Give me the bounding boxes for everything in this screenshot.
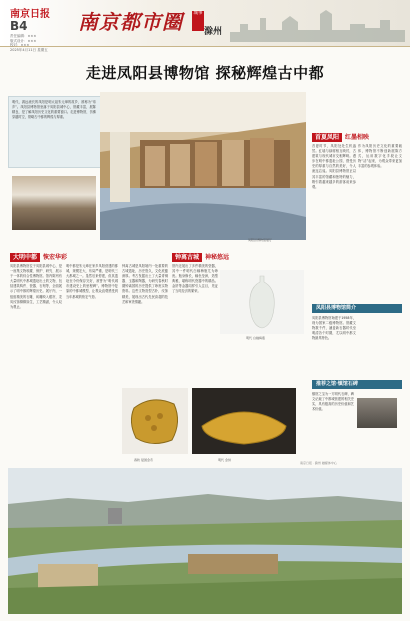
- text-column-c1: 凤阳县博物馆位于凤阳县城中心，是一座集文物收藏、保护、研究、展示于一体的综合性博物馆。馆内陈列有大量明代中都城遗址出土的文物，包括建筑构件、瓷器、石刻等，全面展示了明中都的辉煌历史。展厅内，一组组精美的石雕、砖雕映入眼帘，龙凤纹饰栩栩如生，工艺精湛，令人叹为观止。: [10, 264, 62, 309]
- footer-note: 南京日报 · 滁州 融媒体中心: [300, 461, 337, 465]
- zhongdu-park-aerial-photo: [8, 468, 402, 614]
- vase-caption: 明代 白釉梅瓶: [246, 336, 265, 340]
- section-heading-zhongli: 钟离古城 神秘悠远: [172, 252, 229, 261]
- text-column-c5: 首夏时节，凤阳处处生机盎然。红墙与绿树相互映衬，古建筑与现代城市交相辉映。漫步在明中都遗址公园，感受历史的厚重与自然的美好，令人流连忘返。凤阳县博物馆正以其丰富的馆藏和独特的魅力，吸引着越来越多的游客前来参观。: [312, 144, 356, 189]
- gold2-caption: 明代 金饼: [218, 458, 231, 462]
- section-heading-shouxia: 首夏凤阳 红墨相映: [312, 132, 369, 141]
- text-column-c2: 明中都是朱元璋在家乡凤阳营建的都城，规模宏大，布局严谨，是明代三大都城之一。虽然后来停建，但其遗址至今仍保存完好，被誉为“明代城市建设史上的里程碑”。博物馆中复原的中都城模型，让观众直观感受到当年都城的恢宏气势。: [66, 264, 118, 299]
- gold-ingot-photo: [192, 388, 296, 454]
- main-photo-caption: 凤阳县博物馆展厅: [248, 238, 273, 242]
- city-name: 滁州: [204, 27, 223, 37]
- museum-hall-photo: [100, 92, 306, 240]
- text-column-c4: 馆内还展出了多件精美的瓷器，其中一件明代白釉梅瓶尤为珍贵。瓶身修长，釉色莹润，造型典雅，堪称明代瓷器中的精品。金饼等金器同样引人注目，见证了当时经济的繁荣。: [172, 264, 218, 294]
- stone-stele-photo: [357, 398, 397, 428]
- section-heading-zhongdu: 大明中都 恢宏华彩: [10, 252, 67, 261]
- headline: 走进凤阳县博物馆 探秘辉煌古中都: [85, 64, 325, 82]
- column-tag: 城事: [192, 11, 204, 31]
- white-vase-photo: [220, 270, 304, 334]
- gold-coin-photo: [122, 388, 188, 454]
- gold1-caption: 春秋 楚国金币: [134, 458, 153, 462]
- text-column-c7: 凤阳县博物馆始建于1958年，现为国家二级博物馆。馆藏文物数千件，涵盖新石器时代至明清各个时期，尤以明中都文物最具特色。: [312, 316, 356, 341]
- page-number: B4: [10, 19, 28, 33]
- lead-text: 明代，源远流长的凤阳是明太祖朱元璋的故乡，被称为“帝乡”。凤阳县博物馆坐落于凤阳县城中心，馆藏丰富，展陈精良，是了解凤阳历史文化的重要窗口。走进博物馆，仿佛穿越时空，领略古中都的辉煌与厚重。: [12, 100, 96, 120]
- paper-name: 南京日报: [10, 9, 50, 20]
- column-title: 南京都市圈: [78, 10, 183, 34]
- text-column-c6: 作为凤阳历史文化的重要载体，博物馆不断创新展陈方式，运用数字化手段让文物“活”起来，为观众带来更加丰富的参观体验。: [358, 144, 402, 169]
- section-bar-intro: 凤阳县博物馆简介: [312, 304, 402, 313]
- section-bar-treasure: 推荐之馆·镇馆石碑: [312, 380, 402, 389]
- exhibit-photo: [12, 176, 96, 230]
- text-column-c8: 镇馆之宝为一方明代石碑，碑文记载了中都城营建的相关史实，具有极高的历史价值和艺术价值。: [312, 392, 354, 412]
- page-meta: 责任编辑：××× 版式设计：××× 校对：××× 2025年4月11日 星期五: [10, 34, 48, 52]
- skyline-illustration: [230, 4, 405, 42]
- text-column-c3: 钟离古城是凤阳境内一处重要的古城遗址，历史悠久，文化底蕴深厚。考古发掘出土了大量青铜器、玉器和陶器，为研究春秋时期钟离国的历史提供了珍贵实物资料。这些文物造型古朴，纹饰精美，展现出古代先民高超的技艺和审美情趣。: [122, 264, 168, 304]
- text-column-c7b: [358, 316, 402, 390]
